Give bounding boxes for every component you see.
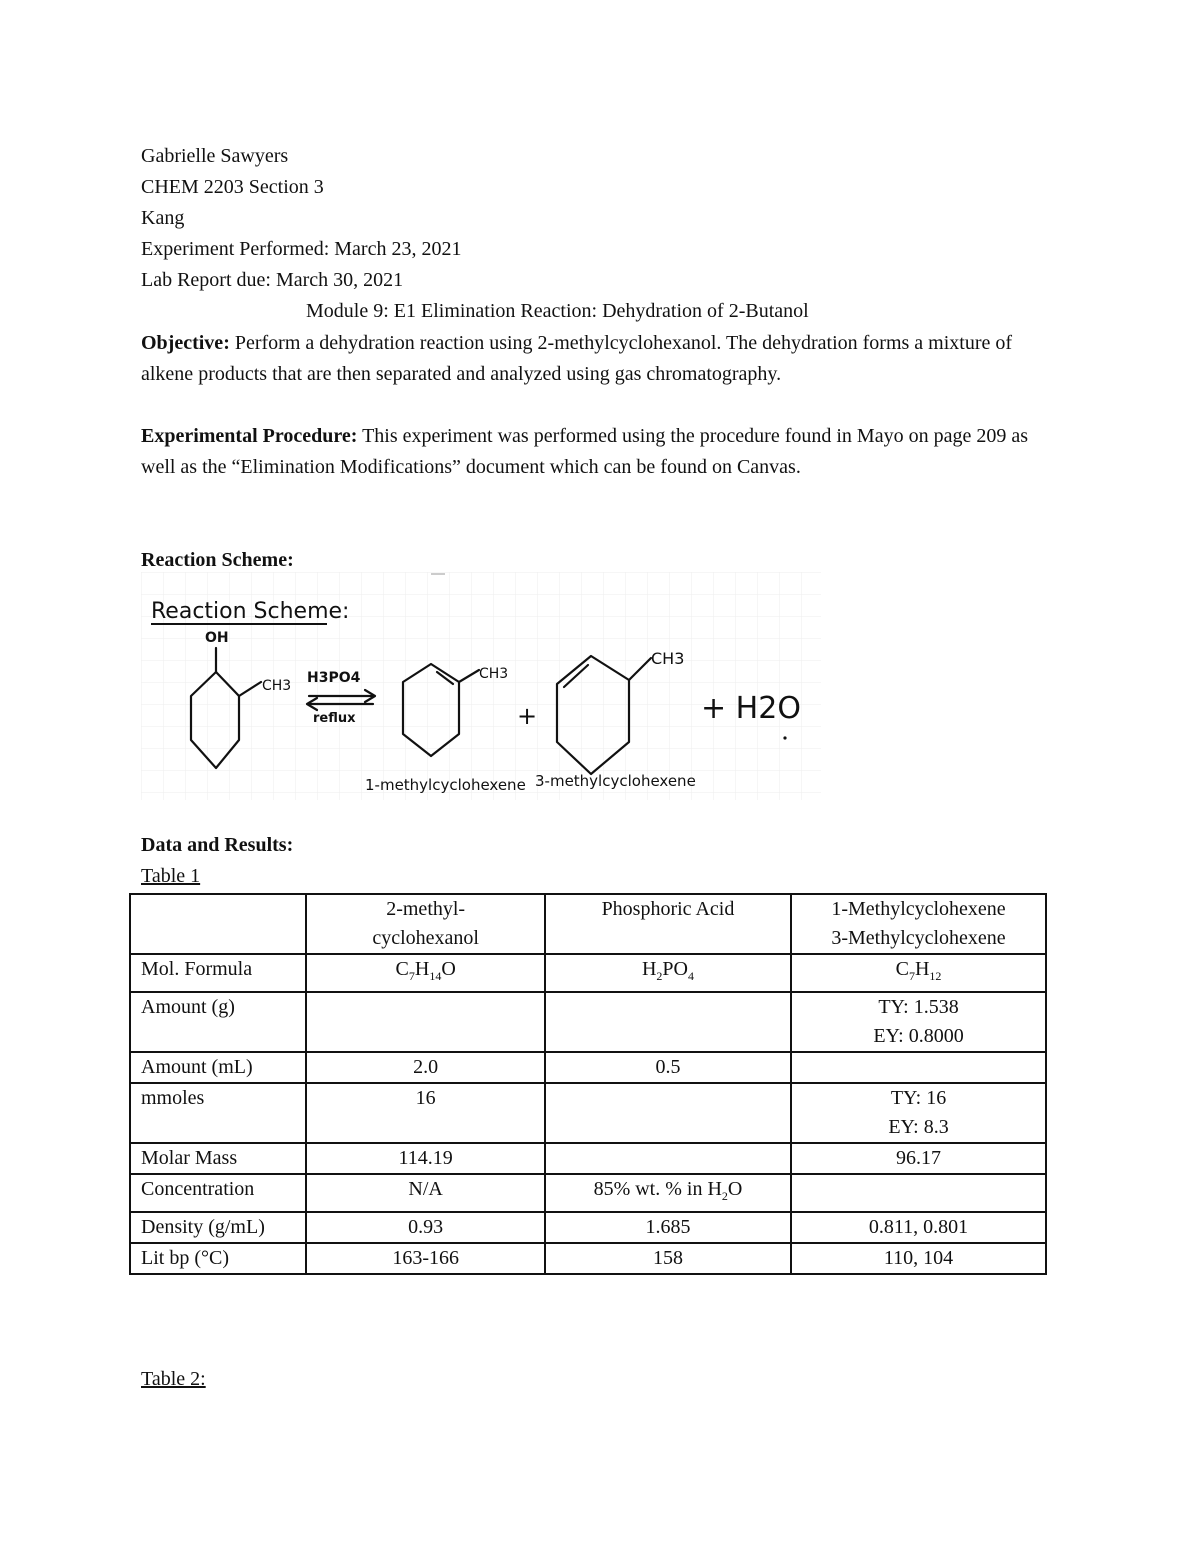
formula-product: $C_7H_{12}$ [791,954,1046,992]
table-cell [545,1083,791,1143]
performed-date: Experiment Performed: March 23, 2021 [141,238,462,260]
product2-methyl-label: CH3 [651,649,685,668]
table-cell: 1.685 [545,1212,791,1243]
row-label: Amount (g) [130,992,306,1052]
condition-label: reflux [313,711,356,726]
procedure-paragraph [141,421,1061,483]
reactant-methyl-label: CH3 [262,678,292,694]
table-cell: 158 [545,1243,791,1274]
due-date: Lab Report due: March 30, 2021 [141,269,404,291]
header-reactant-line1: 2-methyl- [386,898,466,920]
row-label: Amount (mL) [130,1052,306,1083]
product1-name: 1-methylcyclohexene [365,776,526,794]
plus-sign: + [517,702,538,730]
report-title: Module 9: E1 Elimination Reaction: Dehydration of 2-Butanol [306,300,809,322]
header-reactant-line2: cyclohexanol [372,927,479,949]
course-line: CHEM 2203 Section 3 [141,176,324,198]
product1-methyl-label: CH3 [479,666,509,682]
table-cell [545,1143,791,1174]
row-label: Concentration [130,1174,306,1212]
concentration-acid: 85% wt. % in $H_2O$ [545,1174,791,1212]
instructor-line: Kang [141,207,185,229]
table-cell [545,992,791,1052]
table-cell [306,992,544,1052]
table-row [130,1174,1046,1212]
table-cell [791,894,1046,954]
objective-paragraph [141,328,1061,390]
table-row [130,1243,1046,1274]
row-label: Lit bp (°C) [130,1243,306,1274]
table-cell: 96.17 [791,1143,1046,1174]
table-row [130,1052,1046,1083]
table-row [130,992,1046,1052]
author-name: Gabrielle Sawyers [141,145,289,167]
table-cell: 0.5 [545,1052,791,1083]
product2-name: 3-methylcyclohexene [535,772,696,790]
table-cell: 16 [306,1083,544,1143]
row-label: Mol. Formula [130,954,306,992]
formula-reactant: $C_7H_{14}O$ [306,954,544,992]
row-label: mmoles [130,1083,306,1143]
experimental-yield-g: EY: 0.8000 [873,1025,964,1047]
formula-acid: $H_2PO_4$ [545,954,791,992]
handwritten-scheme-title: Reaction Scheme: [151,599,350,624]
theoretical-yield-mmol: TY: 16 [890,1087,947,1109]
objective-text: Perform a dehydration reaction using 2-methylcyclohexanol. The dehydration forms a mixture of alkene products that are then separated and analyzed using gas chromatography. [141,332,1013,385]
water-product-label: + H2O [701,691,801,726]
table-cell [791,1174,1046,1212]
table-cell: N/A [306,1174,544,1212]
procedure-label: Experimental Procedure: [141,425,358,447]
theoretical-yield-g: TY: 1.538 [878,996,959,1018]
row-label: Molar Mass [130,1143,306,1174]
table-cell [306,894,544,954]
table-row [130,894,1046,954]
table1-caption: Table 1 [141,865,201,887]
results-heading: Data and Results: [141,834,294,856]
table-cell: 163-166 [306,1243,544,1274]
table-cell: 0.93 [306,1212,544,1243]
reaction-scheme-heading: Reaction Scheme: [141,549,294,571]
reaction-scheme-image [141,572,821,800]
table-row [130,1212,1046,1243]
table-cell: 110, 104 [791,1243,1046,1274]
table-cell [545,894,791,954]
table2-caption: Table 2: [141,1368,206,1390]
table-cell [791,1083,1046,1143]
header-product-line1: 1-Methylcyclohexene [831,898,1006,920]
table-cell: 2.0 [306,1052,544,1083]
row-label: Density (g/mL) [130,1212,306,1243]
objective-label: Objective: [141,332,230,354]
procedure-text: This experiment was performed using the procedure found in Mayo on page 209 as well as the “Elimination Modifications” document which can be found on Canvas. [141,425,1029,478]
reaction-scheme-drawing [141,572,821,800]
header-acid: Phosphoric Acid [601,898,735,920]
table-row [130,1083,1046,1143]
table-cell [791,1052,1046,1083]
experimental-yield-mmol: EY: 8.3 [888,1116,949,1138]
reagent-label: H3PO4 [307,670,361,686]
table-cell: 0.811, 0.801 [791,1212,1046,1243]
table-cell: 114.19 [306,1143,544,1174]
table-row [130,1143,1046,1174]
table-cell [130,894,306,954]
table-cell [791,992,1046,1052]
header-product-line2: 3-Methylcyclohexene [831,927,1006,949]
table-1 [129,893,1047,1275]
hydroxyl-label: OH [205,630,229,646]
table-row [130,954,1046,992]
